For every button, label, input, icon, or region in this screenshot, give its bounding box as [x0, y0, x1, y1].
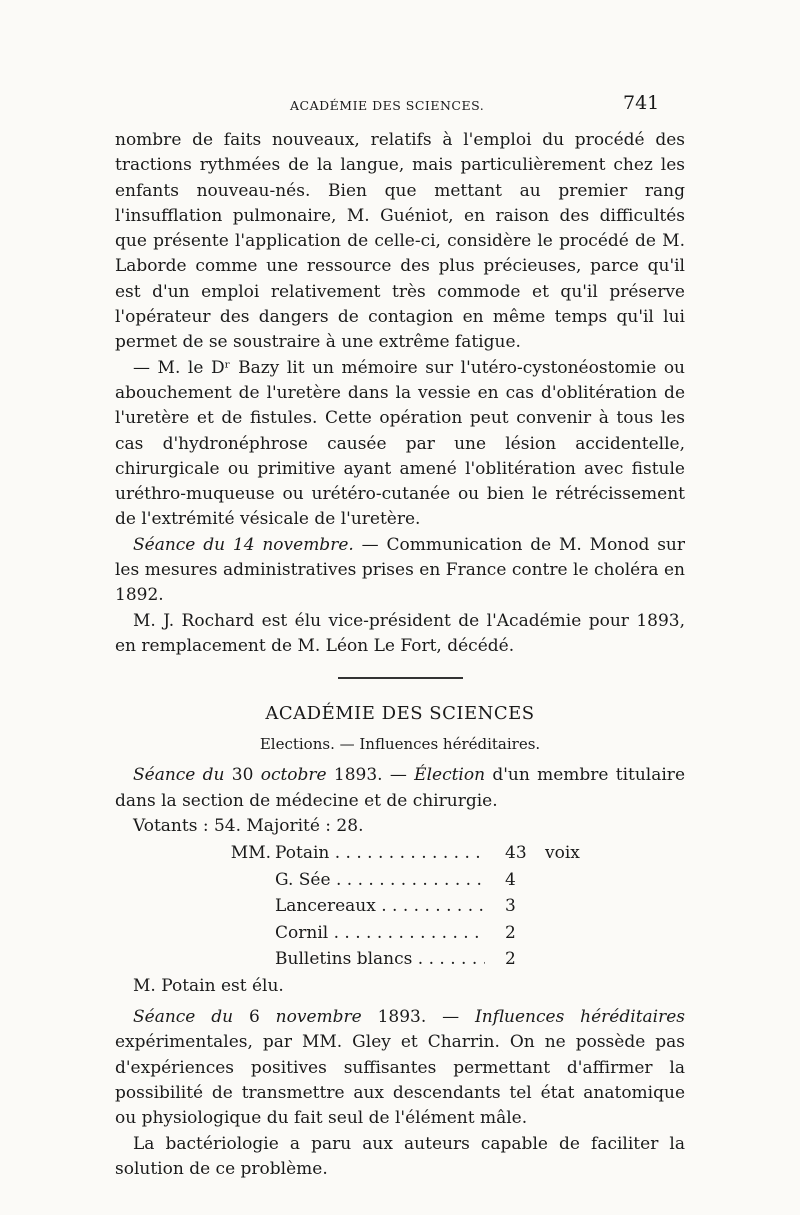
seance-30-month: octobre — [260, 765, 327, 786]
paragraph-seance-30-octobre — [115, 763, 685, 814]
section-title: ACADÉMIE DES SCIENCES — [265, 702, 535, 724]
vote-count: 43 — [505, 843, 527, 864]
paragraph-gueniot: nombre de faits nouveaux, relatifs à l'emploi du procédé des tractions rythmées de la langue, mais particulièrement chez les enfants nouveau-nés. Bien que mettant au premier rang l'insufflation pulmonaire, M. Guéniot, en raison des difficultés que présente l'application de celle-ci, considère le procédé de M. Laborde comme une ressource des plus précieuses, parce qu'il est d'un emploi relativement très commode et qu'il préserve l'opérateur des dangers de contagion en même temps qu'il lui permet de se soustraire à une extrême fatigue. — [115, 130, 685, 353]
seance-14-text: — Communication de M. Monod sur les mesures administratives prises en France contre le choléra en 1892. — [115, 534, 685, 606]
seance-30-year: 1893. — — [326, 765, 415, 786]
section-divider — [338, 677, 463, 679]
running-title: ACADÉMIE DES SCIENCES. — [290, 98, 485, 113]
paragraph-seance-6-novembre — [115, 1005, 685, 1131]
seance-6-year: 1893. — — [361, 1007, 476, 1028]
seance-6-title: Influences héréditaires — [475, 1007, 686, 1028]
vote-table — [115, 841, 685, 974]
seance-6-month: novembre — [275, 1007, 362, 1028]
seance-14-label: Séance du 14 novembre. — [133, 534, 354, 555]
seance-6-text: expérimentales, par MM. Gley et Charrin. On ne possède pas d'expériences positives suffisantes permettant d'affirmer la possibilité de transmettre aux descendants tel état anatomique ou physiologique du fait seul de l'élément mâle. — [115, 1032, 685, 1129]
section-subtitle: Elections. — Influences héréditaires. — [259, 735, 541, 754]
paragraph-bazy: — M. le Dʳ Bazy lit un mémoire sur l'utéro-cystonéostomie ou abouchement de l'uretère dans la vessie en cas d'oblitération de l'uretère et de fistules. Cette opération peut convenir à tous les cas d'hydronéphrose causée par une lésion accidentelle, chirurgicale ou primitive ayant amené l'oblitération avec fistule uréthro-muqueuse ou urétéro-cutanée ou bien le rétrécissement de l'extrémité vésicale de l'uretère. — [115, 357, 685, 530]
page-body — [115, 128, 685, 1182]
vote-unit: voix — [545, 843, 580, 864]
vote-name: Bulletins blancs . . . — [275, 947, 485, 972]
vote-name: Lancereaux . . . — [275, 894, 485, 919]
seance-30-label: Séance du — [133, 765, 225, 786]
vote-result: M. Potain est élu. — [133, 975, 284, 996]
seance-6-day: 6 — [233, 1007, 276, 1028]
seance-30-text: d'un membre titulaire dans la section de médecine et de chirurgie. — [115, 765, 685, 811]
paragraph-bacteriologie: La bactériologie a paru aux auteurs capable de faciliter la solution de ce problème. — [115, 1133, 685, 1179]
vote-row — [115, 921, 685, 948]
vote-count: 3 — [505, 896, 516, 917]
vote-count: 2 — [505, 949, 516, 970]
page-number: 741 — [623, 92, 660, 114]
seance-6-label: Séance du — [133, 1007, 234, 1028]
seance-30-election: Élection — [414, 765, 486, 786]
vote-count: 2 — [505, 922, 516, 943]
paragraph-rochard: M. J. Rochard est élu vice-président de l'Académie pour 1893, en remplacement de M. Léon Le Fort, décédé. — [115, 610, 685, 656]
vote-prefix: MM. — [230, 843, 271, 864]
vote-count: 4 — [505, 869, 516, 890]
vote-row — [115, 947, 685, 974]
vote-row — [115, 841, 685, 868]
vote-name: G. Sée . . . — [275, 868, 485, 893]
seance-30-day: 30 — [224, 765, 261, 786]
vote-name: Potain . . . — [275, 841, 485, 866]
vote-row — [115, 894, 685, 921]
vote-name: Cornil . . . — [275, 921, 485, 946]
paragraph-seance-14-novembre — [115, 533, 685, 609]
vote-row — [115, 868, 685, 895]
votes-summary: Votants : 54. Majorité : 28. — [133, 815, 364, 836]
